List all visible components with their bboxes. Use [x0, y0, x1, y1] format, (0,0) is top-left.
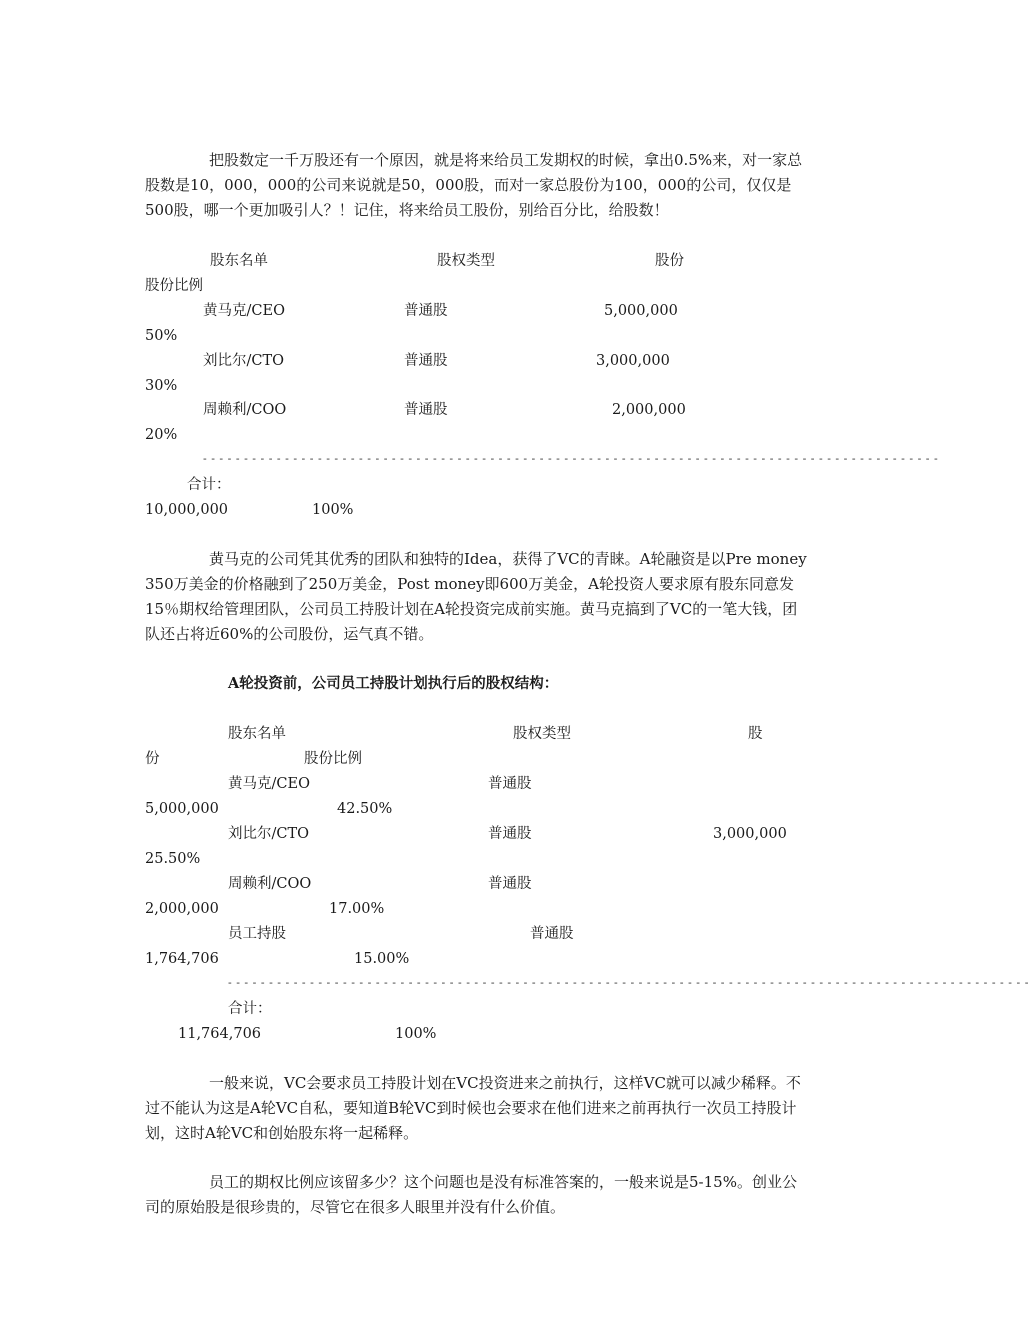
- header-equity-type: 股权类型: [437, 253, 495, 269]
- section-heading-pre-series-a-structure: A轮投资前，公司员工持股计划执行后的股权结构：: [228, 675, 559, 692]
- table-row-shares: 1,764,706: [145, 951, 219, 967]
- table-row-ratio: 15.00%: [354, 951, 410, 967]
- table-row-ratio: 17.00%: [329, 901, 385, 917]
- table-row-shares: 5,000,000: [145, 801, 219, 817]
- header-shares-part2: 份: [145, 751, 160, 767]
- header-shares: 股份: [655, 253, 684, 269]
- header-share-ratio: 股份比例: [304, 751, 362, 767]
- paragraph-share-count-reason: 把股数定一千万股还有一个原因，就是将来给员工发期权的时候，拿出0.5%来，对一家总股数是10，000，000的公司来说就是50，000股，而对一家总股份为100，000的公司，仅仅是500股，哪一个更加吸引人？！记住，将来给员工股份，别给百分比，给股数！: [145, 151, 803, 219]
- table-row-name: 刘比尔/CTO: [203, 353, 285, 369]
- total-shares: 11,764,706: [178, 1026, 262, 1042]
- table-row-name: 周赖利/COO: [203, 402, 287, 418]
- table-row-shares: 2,000,000: [612, 402, 686, 418]
- paragraph-series-a-funding: 黄马克的公司凭其优秀的团队和独特的Idea，获得了VC的青睐。A轮融资是以Pre money 350万美金的价格融到了250万美金，Post money即600万美金，A轮投资人要求原有股东同意发15％期权给管理团队，公司员工持股计划在A轮投资完成前实施。黄马克搞到了VC的一笔大钱，团队还占将近60%的公司股份，运气真不错。: [145, 550, 807, 643]
- paragraph-esop-ratio: 员工的期权比例应该留多少？这个问题也是没有标准答案的，一般来说是5-15%。创业公司的原始股是很珍贵的，尽管它在很多人眼里并没有什么价值。: [145, 1173, 797, 1216]
- table-divider: - - - - - - - - - - - - - - - - - - - - - - - - - - - - - - - - - - - - - - - - - - - - - - - - - - - - - - - - - - - - - - - - - - - - - - - - - - - - - - - - - - - - - - - - - -: [203, 452, 939, 465]
- header-shares-part1: 股: [748, 726, 763, 742]
- header-equity-type: 股权类型: [513, 726, 571, 742]
- table-row-type: 普通股: [404, 353, 448, 369]
- table-row-name: 黄马克/CEO: [203, 303, 285, 319]
- table-row-type: 普通股: [488, 876, 532, 892]
- header-shareholder-name: 股东名单: [210, 253, 268, 269]
- paragraph-esop-timing: 一般来说，VC会要求员工持股计划在VC投资进来之前执行，这样VC就可以减少稀释。不过不能认为这是A轮VC自私，要知道B轮VC到时候也会要求在他们进来之前再执行一次员工持股计划，这时A轮VC和创始股东将一起稀释。: [145, 1074, 801, 1142]
- table-row-name: 员工持股: [228, 926, 286, 942]
- table-row-type: 普通股: [488, 776, 532, 792]
- table-row-ratio: 25.50%: [145, 851, 201, 867]
- table-row-type: 普通股: [404, 303, 448, 319]
- table-divider: - - - - - - - - - - - - - - - - - - - - - - - - - - - - - - - - - - - - - - - - - - - - - - - - - - - - - - - - - - - - - - - - - - - - - - - - - - - - - - - - - - - - - - - - - - - - - - - - - -: [228, 976, 1029, 989]
- table-row-shares: 3,000,000: [713, 826, 787, 842]
- header-shareholder-name: 股东名单: [228, 726, 286, 742]
- total-label: 合计：: [187, 477, 231, 493]
- header-share-ratio: 股份比例: [145, 278, 203, 294]
- table-row-name: 黄马克/CEO: [228, 776, 310, 792]
- table-row-ratio: 50%: [145, 328, 178, 344]
- table-row-name: 刘比尔/CTO: [228, 826, 310, 842]
- table-row-name: 周赖利/COO: [228, 876, 312, 892]
- table-row-shares: 3,000,000: [596, 353, 670, 369]
- table-row-shares: 5,000,000: [604, 303, 678, 319]
- table-row-type: 普通股: [404, 402, 448, 418]
- total-label: 合计：: [228, 1001, 272, 1017]
- table-row-shares: 2,000,000: [145, 901, 219, 917]
- total-shares: 10,000,000: [145, 502, 229, 518]
- table-row-ratio: 42.50%: [337, 801, 393, 817]
- total-ratio: 100%: [312, 502, 354, 518]
- table-row-type: 普通股: [530, 926, 574, 942]
- table-row-ratio: 20%: [145, 427, 178, 443]
- table-row-ratio: 30%: [145, 378, 178, 394]
- total-ratio: 100%: [395, 1026, 437, 1042]
- table-row-type: 普通股: [488, 826, 532, 842]
